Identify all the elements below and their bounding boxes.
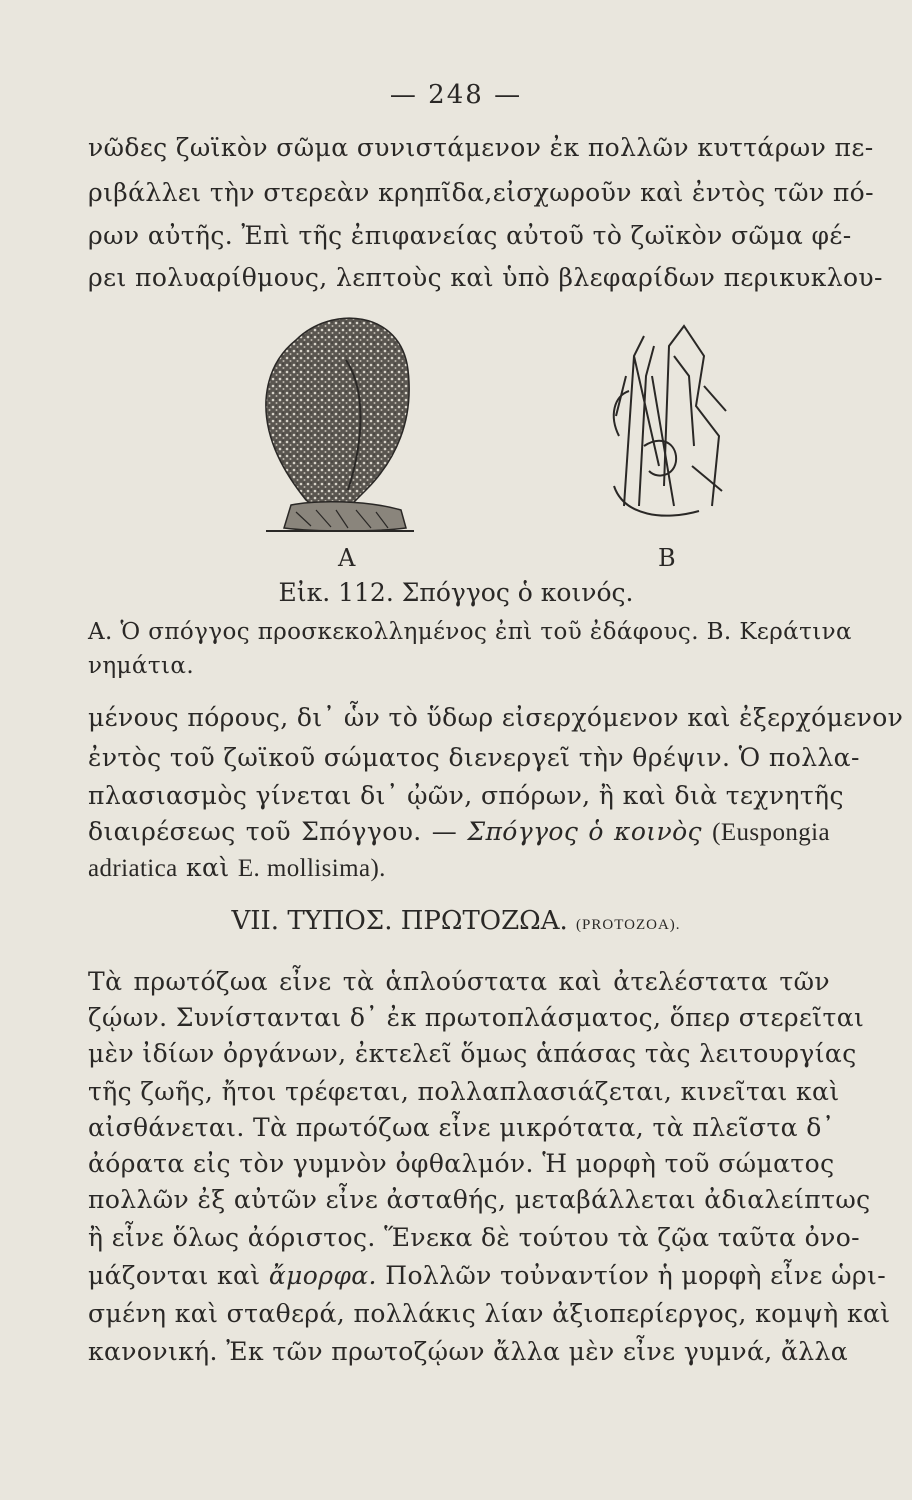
text-line: σμένη καὶ σταθερά, πολλάκις λίαν ἀξιοπερίεργος, κομψὴ καὶ xyxy=(88,1299,891,1328)
latin-name: adriatica xyxy=(88,855,178,882)
species-name: Σπόγγος ὁ κοινὸς xyxy=(467,817,702,846)
text-line: ἐντὸς τοῦ ζωϊκοῦ σώματος διενεργεῖ τὴν θρέψιν. Ὁ πολλα- xyxy=(88,743,860,772)
figure-label-b: B xyxy=(658,544,676,572)
text-line: αἰσθάνεται. Τὰ πρωτόζωα εἶνε μικρότατα, τὰ πλεῖστα δ᾽ xyxy=(88,1113,835,1142)
text-line-latin xyxy=(88,850,830,887)
text-line: νῶδες ζωϊκὸν σῶμα συνιστάμενον ἐκ πολλῶν κυττάρων πε- xyxy=(88,133,874,162)
text-line: ρει πολυαρίθμους, λεπτοὺς καὶ ὑπὸ βλεφαρίδων περικυκλου- xyxy=(88,263,883,292)
conjunction: καὶ xyxy=(186,853,230,882)
section-heading-latin: (PROTOZOA). xyxy=(576,917,681,933)
text-line: ζῴων. Συνίστανται δ᾽ ἐκ πρωτοπλάσματος, ὅπερ στερεῖται xyxy=(88,1003,865,1032)
latin-name: E. mollisima). xyxy=(237,855,386,882)
text-line: ἀόρατα εἰς τὸν γυμνὸν ὀφθαλμόν. Ἡ μορφὴ τοῦ σώματος xyxy=(88,1149,835,1178)
text-line: τῆς ζωῆς, ἤτοι τρέφεται, πολλαπλασιάζεται, κινεῖται καὶ xyxy=(88,1077,840,1106)
section-heading-title: VII. ΤΥΠΟΣ. ΠΡΩΤΟΖΩΑ. xyxy=(231,906,568,936)
figure-caption-line: νημάτια. xyxy=(88,653,195,679)
text-segment: διαιρέσεως τοῦ Σπόγγου. — xyxy=(88,817,458,846)
text-line: πολλῶν ἐξ αὐτῶν εἶνε ἀσταθής, μεταβάλλεται ἀδιαλείπτως xyxy=(88,1185,871,1214)
text-segment: μάζονται καὶ xyxy=(88,1261,261,1290)
text-line: κανονική. Ἐκ τῶν πρωτοζῴων ἄλλα μὲν εἶνε γυμνά, ἄλλα xyxy=(88,1337,849,1366)
text-line: μὲν ἰδίων ὀργάνων, ἐκτελεῖ ὅμως ἁπάσας τὰς λειτουργίας xyxy=(88,1039,857,1068)
text-line: ριβάλλει τὴν στερεὰν κρηπῖδα,εἰσχωροῦν καὶ ἐντὸς τῶν πό- xyxy=(88,178,874,207)
emphasized-word: ἄμορφα. xyxy=(268,1261,377,1290)
figure-label-a: A xyxy=(338,544,356,572)
section-heading xyxy=(0,906,912,936)
latin-name: (Euspongia xyxy=(712,819,830,846)
text-line-amorpha xyxy=(88,1258,887,1294)
figure-caption-line: A. Ὁ σπόγγος προσκεκολλημένος ἐπὶ τοῦ ἐδάφους. B. Κεράτινα xyxy=(88,619,852,645)
sponge-illustration-a xyxy=(236,300,416,540)
text-line: Τὰ πρωτόζωα εἶνε τὰ ἁπλούστατα καὶ ἀτελέστατα τῶν xyxy=(88,967,830,996)
fibre-illustration-b xyxy=(604,316,734,526)
text-line: ἢ εἶνε ὅλως ἀόριστος. Ἕνεκα δὲ τούτου τὰ ζῷα ταῦτα ὀνο- xyxy=(88,1223,861,1252)
text-segment: Πολλῶν τοὐναντίον ἡ μορφὴ εἶνε ὡρι- xyxy=(385,1261,887,1290)
text-line: πλασιασμὸς γίνεται δι᾽ ᾠῶν, σπόρων, ἢ καὶ διὰ τεχνητῆς xyxy=(88,781,844,810)
text-line-species xyxy=(88,814,830,851)
text-line: μένους πόρους, δι᾽ ὧν τὸ ὕδωρ εἰσερχόμενον καὶ ἐξερχόμενον xyxy=(88,703,904,732)
figure-caption-title: Εἰκ. 112. Σπόγγος ὁ κοινός. xyxy=(278,578,634,607)
text-line: ρων αὐτῆς. Ἐπὶ τῆς ἐπιφανείας αὐτοῦ τὸ ζωϊκὸν σῶμα φέ- xyxy=(88,221,852,250)
page-number: — 248 — xyxy=(389,80,523,110)
